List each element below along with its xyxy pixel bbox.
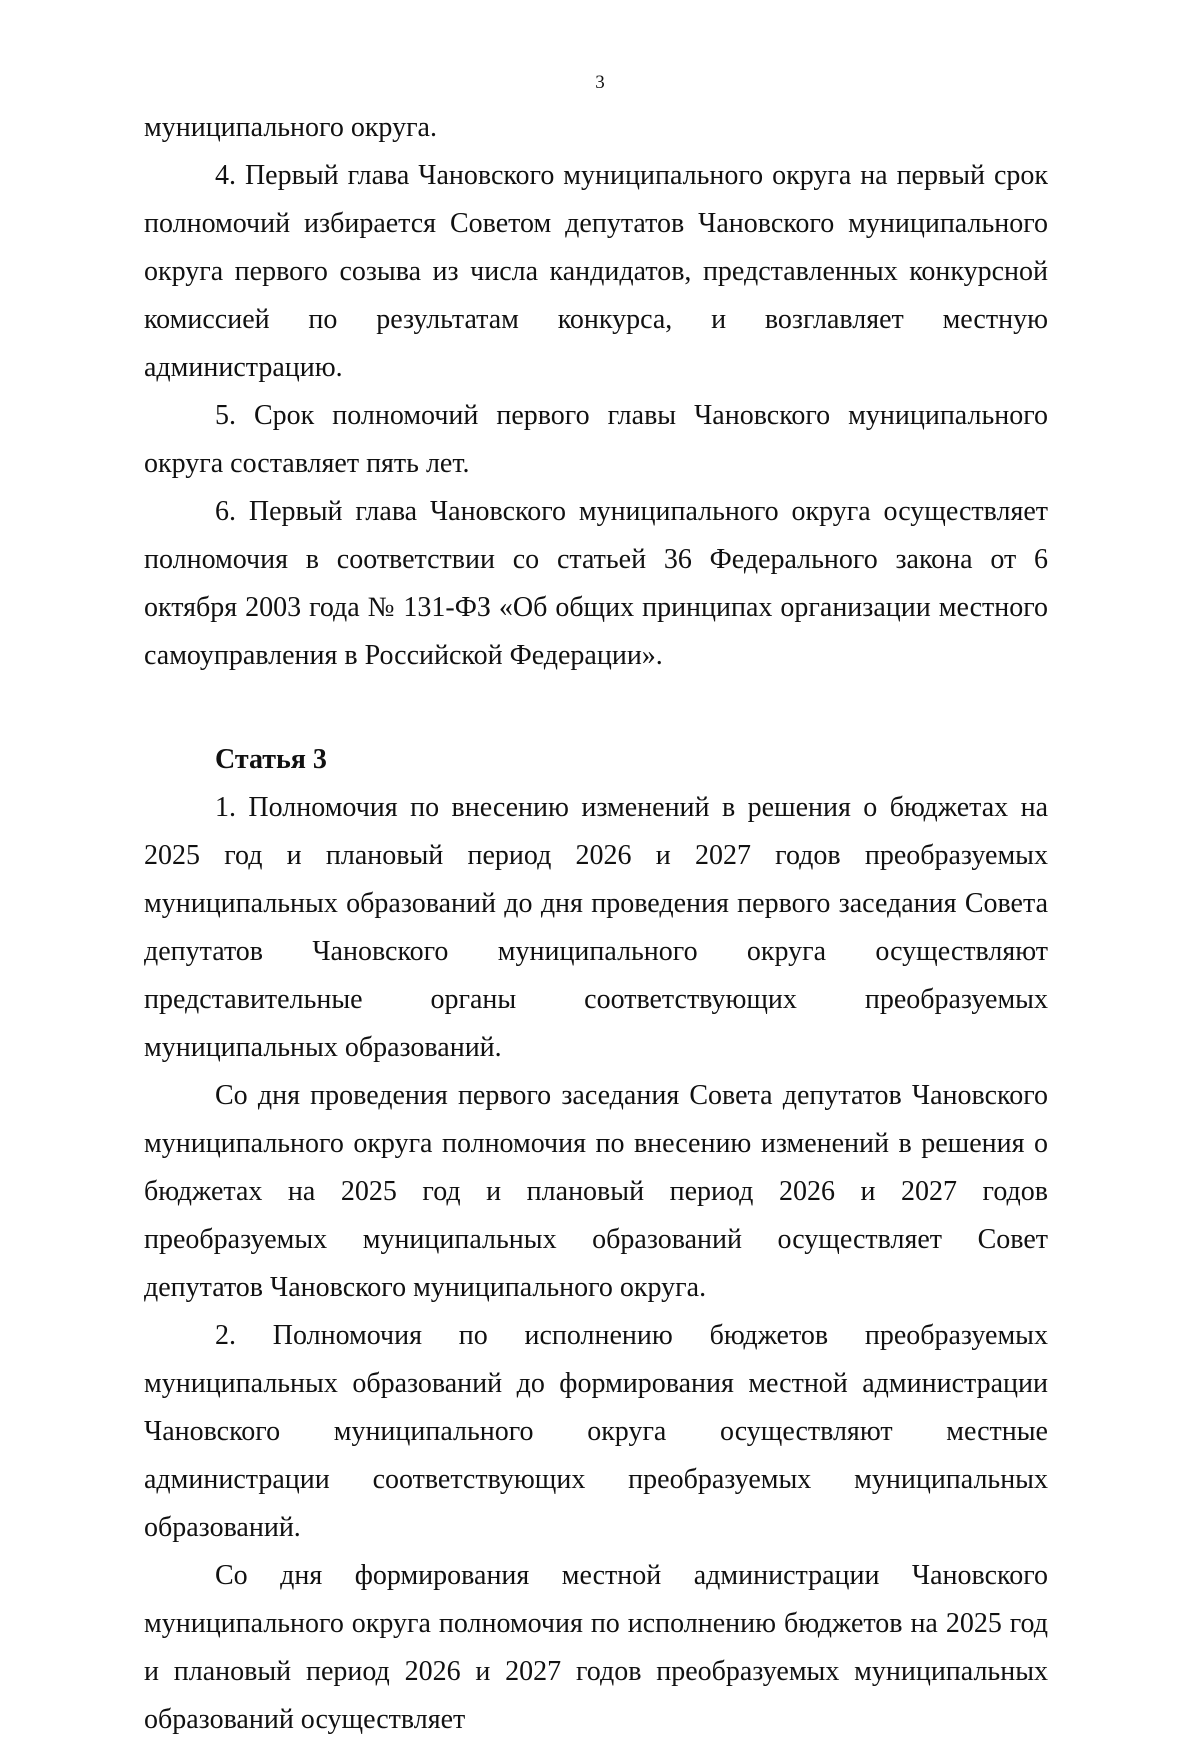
paragraph-item-6: 6. Первый глава Чановского муниципального округа осуществляет полномочия в соответствии со статьей 36 Федерального закона от 6 октября 2003 года № 131-ФЗ «Об общих принципах организации местного самоуправления в Российской Федерации».: [144, 496, 1048, 671]
article-heading: Статья 3: [215, 744, 327, 775]
article3-paragraph-2: 2. Полномочия по исполнению бюджетов преобразуемых муниципальных образований до формирования местной администрации Чановского муниципального округа осуществляют местные администрации соответствующих преобразуемых муниципальных образований.: [144, 1320, 1048, 1543]
document-body: [144, 104, 1048, 1744]
article3-paragraph-2-continued: Со дня формирования местной администрации Чановского муниципального округа полномочия по исполнению бюджетов на 2025 год и плановый период 2026 и 2027 годов преобразуемых муниципальных образований осуществляет: [144, 1560, 1048, 1735]
article3-paragraph-1-continued: Со дня проведения первого заседания Совета депутатов Чановского муниципального округа полномочия по внесению изменений в решения о бюджетах на 2025 год и плановый период 2026 и 2027 годов преобразуемых муниципальных образований осуществляет Совет депутатов Чановского муниципального округа.: [144, 1080, 1048, 1303]
article3-paragraph-1: 1. Полномочия по внесению изменений в решения о бюджетах на 2025 год и плановый период 2026 и 2027 годов преобразуемых муниципальных образований до дня проведения первого заседания Совета депутатов Чановского муниципального округа осуществляют представительные органы соответствующих преобразуемых муниципальных образований.: [144, 792, 1048, 1063]
paragraph-item-4: 4. Первый глава Чановского муниципального округа на первый срок полномочий избирается Советом депутатов Чановского муниципального округа первого созыва из числа кандидатов, представленных конкурсной комиссией по результатам конкурса, и возглавляет местную администрацию.: [144, 160, 1048, 383]
paragraph-continuation: муниципального округа.: [144, 112, 437, 143]
paragraph-item-5: 5. Срок полномочий первого главы Чановского муниципального округа составляет пять лет.: [144, 400, 1048, 479]
page-number: 3: [595, 72, 605, 93]
